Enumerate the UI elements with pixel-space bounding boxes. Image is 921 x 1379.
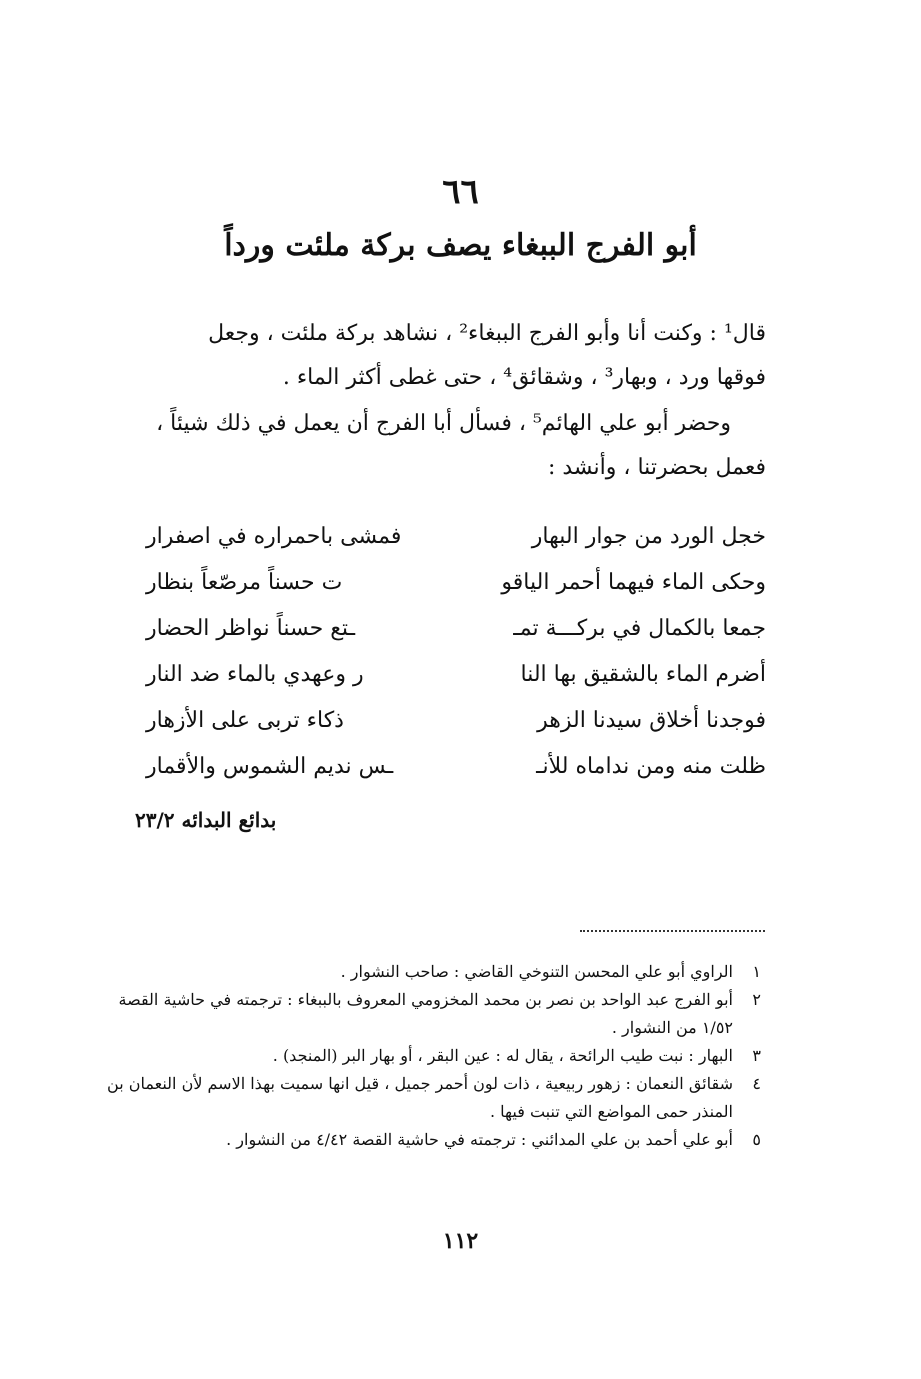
hemistich-first: ظلت منه ومن نداماه للأنـ <box>536 753 766 779</box>
prose-line: وحضر أبو علي الهائم⁵ ، فسأل أبا الفرج أن يعمل في ذلك شيئاً ، <box>156 411 731 436</box>
prose-line: فعمل بحضرتنا ، وأنشد : <box>547 455 766 480</box>
hemistich-second: ـس نديم الشموس والأقمار <box>146 753 394 779</box>
footnote-text: شقائق النعمان : زهور ربيعية ، ذات لون أحمر جميل ، قيل انها سميت بهذا الاسم لأن النعمان بن المنذر حمى المواضع التي تنبت فيها . <box>107 1074 733 1121</box>
hemistich-second: ـتع حسناً نواظر الحضار <box>146 615 356 641</box>
footnote <box>101 1070 761 1126</box>
hemistich-first: فوجدنا أخلاق سيدنا الزهر <box>537 707 766 733</box>
hemistich-first: جمعا بالكمال في بركـــة تمـ <box>513 615 766 641</box>
verse <box>146 559 766 605</box>
hemistich-second: ت حسناً مرصّعاً بنظار <box>146 569 343 595</box>
source-citation: بدائع البدائه ٢٣/٢ <box>135 808 277 832</box>
footnote-number: ١ <box>752 962 761 981</box>
footnote <box>101 1126 761 1154</box>
poem <box>146 513 766 789</box>
verse <box>146 743 766 789</box>
prose-line: قال¹ : وكنت أنا وأبو الفرج الببغاء² ، نشاهد بركة ملئت ، وجعل <box>208 321 766 346</box>
footnote-text: أبو علي أحمد بن علي المدائني : ترجمته في حاشية القصة ٤/٤٢ من النشوار . <box>226 1130 733 1149</box>
footnote-divider <box>580 930 765 932</box>
footnote-number: ٢ <box>752 990 761 1009</box>
footnote-number: ٤ <box>752 1074 761 1093</box>
verse <box>146 605 766 651</box>
hemistich-first: أضرم الماء بالشقيق بها النا <box>520 661 766 687</box>
footnote <box>101 1042 761 1070</box>
footnote <box>101 958 761 986</box>
hemistich-second: ذكاء تربى على الأزهار <box>146 707 344 733</box>
footnote-number: ٣ <box>752 1046 761 1065</box>
hemistich-second: فمشى باحمراره في اصفرار <box>146 523 402 549</box>
footnote-text: البهار : نبت طيب الرائحة ، يقال له : عين البقر ، أو بهار البر (المنجد) . <box>272 1046 733 1065</box>
footnote-number: ٥ <box>752 1130 761 1149</box>
page-number: ١١٢ <box>442 1228 479 1254</box>
hemistich-first: وحكى الماء فيهما أحمر الياقو <box>501 569 766 595</box>
verse <box>146 651 766 697</box>
footnote <box>101 986 761 1042</box>
footnote-text: الراوي أبو علي المحسن التنوخي القاضي : صاحب النشوار . <box>340 962 733 981</box>
story-number: ٦٦ <box>442 172 479 212</box>
verse <box>146 513 766 559</box>
prose-line: فوقها ورد ، وبهار³ ، وشقائق⁴ ، حتى غطى أكثر الماء . <box>282 365 766 390</box>
hemistich-second: ر وعهدي بالماء ضد النار <box>146 661 364 687</box>
verse <box>146 697 766 743</box>
story-title: أبو الفرج الببغاء يصف بركة ملئت ورداً <box>224 228 697 263</box>
footnote-text: أبو الفرج عبد الواحد بن نصر بن محمد المخزومي المعروف بالببغاء : ترجمته في حاشية القصة ١/٥٢ من النشوار . <box>118 990 733 1037</box>
footnotes <box>101 958 761 1154</box>
hemistich-first: خجل الورد من جوار البهار <box>531 523 766 549</box>
